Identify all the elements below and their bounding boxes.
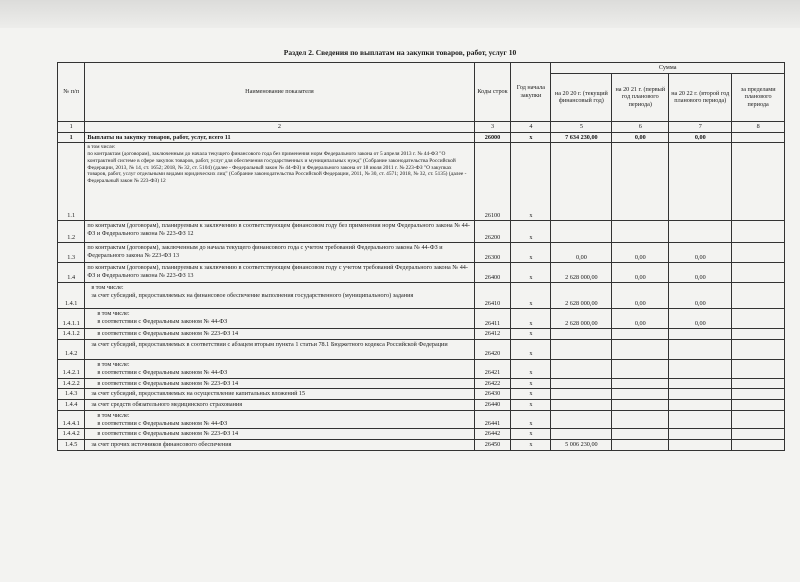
value-plan-year-1 — [612, 340, 669, 360]
row-code: 26000 — [474, 132, 511, 143]
table-row — [58, 410, 785, 429]
table-row — [58, 429, 785, 440]
value-plan-year-2: 0,00 — [669, 243, 732, 263]
value-plan-year-2 — [669, 221, 732, 243]
value-beyond-plan — [732, 263, 785, 283]
column-number: 5 — [551, 121, 612, 132]
row-year: x — [511, 329, 551, 340]
row-number: 1 — [58, 132, 85, 143]
table-row — [58, 143, 785, 221]
row-code: 26100 — [474, 143, 511, 221]
row-code: 26442 — [474, 429, 511, 440]
value-beyond-plan — [732, 243, 785, 263]
row-label: по контрактам (договорам), планируемым к заключению в соответствующем финансовом году без применения норм Федерального закона № 44-ФЗ и Федерального закона № 223-ФЗ 12 — [85, 221, 474, 243]
value-current-year: 2 628 000,00 — [551, 309, 612, 329]
value-plan-year-1 — [612, 378, 669, 389]
value-plan-year-1: 0,00 — [612, 263, 669, 283]
row-code: 26400 — [474, 263, 511, 283]
value-plan-year-1: 0,00 — [612, 309, 669, 329]
row-number: 1.4 — [58, 263, 85, 283]
row-year: x — [511, 389, 551, 400]
value-current-year — [551, 340, 612, 360]
row-label: в соответствии с Федеральным законом № 223-ФЗ 14 — [85, 378, 474, 389]
row-label: в том числе: в соответствии с Федеральным законом № 44-ФЗ — [85, 410, 474, 429]
row-year: x — [511, 340, 551, 360]
row-code: 26410 — [474, 283, 511, 309]
row-year: x — [511, 132, 551, 143]
column-number: 3 — [474, 121, 511, 132]
value-current-year — [551, 378, 612, 389]
value-plan-year-2 — [669, 389, 732, 400]
value-current-year — [551, 410, 612, 429]
value-plan-year-1 — [612, 400, 669, 411]
value-beyond-plan — [732, 389, 785, 400]
value-beyond-plan — [732, 221, 785, 243]
value-current-year — [551, 143, 612, 221]
row-code: 26450 — [474, 440, 511, 451]
row-number: 1.1 — [58, 143, 85, 221]
value-beyond-plan — [732, 400, 785, 411]
row-label: Выплаты на закупку товаров, работ, услуг, всего 11 — [85, 132, 474, 143]
value-beyond-plan — [732, 360, 785, 379]
value-current-year — [551, 360, 612, 379]
row-number: 1.4.2.2 — [58, 378, 85, 389]
value-plan-year-1: 0,00 — [612, 243, 669, 263]
row-number: 1.4.2.1 — [58, 360, 85, 379]
row-code: 26430 — [474, 389, 511, 400]
row-label: в том числе: в соответствии с Федеральным законом № 44-ФЗ — [85, 360, 474, 379]
value-plan-year-1 — [612, 440, 669, 451]
value-plan-year-1 — [612, 329, 669, 340]
row-number: 1.4.2 — [58, 340, 85, 360]
row-year: x — [511, 309, 551, 329]
table-row — [58, 263, 785, 283]
column-number: 8 — [732, 121, 785, 132]
row-code: 26412 — [474, 329, 511, 340]
table-body — [58, 132, 785, 450]
value-plan-year-2 — [669, 329, 732, 340]
value-plan-year-2: 0,00 — [669, 283, 732, 309]
value-beyond-plan — [732, 283, 785, 309]
row-year: x — [511, 378, 551, 389]
row-label: в том числе: по контрактам (договорам), заключенным до начала текущего финансового года без применения норм Федерального закона от 5 апреля 2013 г. № 44-ФЗ "О контрактной системе в сфере закупок товаров, работ, услуг для обеспечения государственных и муниципальных нужд" (Собрание законодательства Российской Федерации, 2013, № 14, ст. 1652; 2018, № 32, ст. 5104) (далее - Федеральный закон № 44-ФЗ) и Федерального закона от 18 июля 2011 г. № 223-ФЗ "О закупках товаров, работ, услуг отдельными видами юридических лиц" (Собрание законодательства Российской Федерации, 2011, № 30, ст. 4571; 2018, № 32, ст. 5135) (далее - Федеральный закон № 223-ФЗ) 12 — [85, 143, 474, 221]
value-plan-year-2 — [669, 440, 732, 451]
value-plan-year-2 — [669, 143, 732, 221]
value-current-year — [551, 429, 612, 440]
value-beyond-plan — [732, 329, 785, 340]
value-current-year: 5 006 230,00 — [551, 440, 612, 451]
row-year: x — [511, 429, 551, 440]
row-year: x — [511, 243, 551, 263]
table-row — [58, 132, 785, 143]
section-title: Раздел 2. Сведения по выплатам на закупки товаров, работ, услуг 10 — [283, 48, 517, 57]
value-beyond-plan — [732, 132, 785, 143]
header-year2: на 20 21 г. (первый год планового периода) — [612, 73, 669, 121]
value-beyond-plan — [732, 429, 785, 440]
value-current-year: 2 628 000,00 — [551, 283, 612, 309]
scan-edge — [0, 0, 800, 28]
row-label: в том числе: за счет субсидий, предоставляемых на финансовое обеспечение выполнения государственного (муниципального) задания — [85, 283, 474, 309]
table-row — [58, 360, 785, 379]
row-label: по контрактам (договорам), планируемым к заключению в соответствующем финансовом году с учетом требований Федерального закона № 44-ФЗ и Федерального закона № 223-ФЗ 13 — [85, 263, 474, 283]
value-beyond-plan — [732, 309, 785, 329]
row-code: 26300 — [474, 243, 511, 263]
table-row — [58, 340, 785, 360]
row-code: 26411 — [474, 309, 511, 329]
row-label: в соответствии с Федеральным законом № 223-ФЗ 14 — [85, 429, 474, 440]
value-plan-year-2 — [669, 340, 732, 360]
table-row — [58, 329, 785, 340]
value-current-year — [551, 329, 612, 340]
value-beyond-plan — [732, 340, 785, 360]
row-label: в соответствии с Федеральным законом № 223-ФЗ 14 — [85, 329, 474, 340]
value-beyond-plan — [732, 378, 785, 389]
row-code: 26420 — [474, 340, 511, 360]
row-year: x — [511, 410, 551, 429]
value-plan-year-1 — [612, 221, 669, 243]
row-year: x — [511, 221, 551, 243]
row-year: x — [511, 400, 551, 411]
row-label: за счет субсидий, предоставляемых в соответствии с абзацем вторым пункта 1 статьи 78.1 Бюджетного кодекса Российской Федерации — [85, 340, 474, 360]
header-year: Год начала закупки — [511, 63, 551, 122]
row-number: 1.4.4.1 — [58, 410, 85, 429]
value-beyond-plan — [732, 440, 785, 451]
row-year: x — [511, 360, 551, 379]
column-number: 2 — [85, 121, 474, 132]
row-code: 26441 — [474, 410, 511, 429]
value-plan-year-2 — [669, 360, 732, 379]
value-current-year — [551, 389, 612, 400]
row-number: 1.3 — [58, 243, 85, 263]
table-row — [58, 309, 785, 329]
row-code: 26421 — [474, 360, 511, 379]
value-current-year: 7 634 230,00 — [551, 132, 612, 143]
row-year: x — [511, 440, 551, 451]
row-number: 1.4.1.1 — [58, 309, 85, 329]
value-plan-year-1: 0,00 — [612, 132, 669, 143]
column-numbers-row — [58, 121, 785, 132]
table-row — [58, 400, 785, 411]
row-code: 26440 — [474, 400, 511, 411]
value-plan-year-2 — [669, 429, 732, 440]
value-current-year — [551, 400, 612, 411]
column-number: 4 — [511, 121, 551, 132]
header-code: Коды строк — [474, 63, 511, 122]
header-name: Наименование показателя — [85, 63, 474, 122]
header-num: № п/п — [58, 63, 85, 122]
value-beyond-plan — [732, 143, 785, 221]
row-year: x — [511, 263, 551, 283]
value-plan-year-1 — [612, 410, 669, 429]
value-plan-year-1 — [612, 360, 669, 379]
value-plan-year-1 — [612, 429, 669, 440]
header-beyond: за пределами планового периода — [732, 73, 785, 121]
table-row — [58, 283, 785, 309]
row-label: за счет средств обязательного медицинского страхования — [85, 400, 474, 411]
value-beyond-plan — [732, 410, 785, 429]
value-current-year: 0,00 — [551, 243, 612, 263]
header-year3: на 20 22 г. (второй год планового периода) — [669, 73, 732, 121]
value-plan-year-2 — [669, 410, 732, 429]
row-label: по контрактам (договорам), заключенным до начала текущего финансового года с учетом требований Федерального закона № 44-ФЗ и Федерального закона № 223-ФЗ 13 — [85, 243, 474, 263]
row-label: в том числе: в соответствии с Федеральным законом № 44-ФЗ — [85, 309, 474, 329]
value-plan-year-2: 0,00 — [669, 309, 732, 329]
table-row — [58, 440, 785, 451]
column-number: 1 — [58, 121, 85, 132]
payments-table — [57, 62, 785, 451]
table-row — [58, 378, 785, 389]
value-plan-year-1: 0,00 — [612, 283, 669, 309]
row-label: за счет субсидий, предоставляемых на осуществление капитальных вложений 15 — [85, 389, 474, 400]
value-plan-year-1 — [612, 143, 669, 221]
row-number: 1.4.1.2 — [58, 329, 85, 340]
row-number: 1.4.4.2 — [58, 429, 85, 440]
row-number: 1.4.3 — [58, 389, 85, 400]
value-current-year: 2 628 000,00 — [551, 263, 612, 283]
row-number: 1.2 — [58, 221, 85, 243]
table-row — [58, 243, 785, 263]
value-plan-year-2: 0,00 — [669, 263, 732, 283]
value-plan-year-2 — [669, 378, 732, 389]
row-number: 1.4.4 — [58, 400, 85, 411]
value-plan-year-1 — [612, 389, 669, 400]
row-year: x — [511, 143, 551, 221]
value-plan-year-2: 0,00 — [669, 132, 732, 143]
table-row — [58, 389, 785, 400]
row-number: 1.4.1 — [58, 283, 85, 309]
row-year: x — [511, 283, 551, 309]
column-number: 7 — [669, 121, 732, 132]
value-current-year — [551, 221, 612, 243]
column-number: 6 — [612, 121, 669, 132]
header-sum: Сумма — [551, 63, 785, 74]
row-number: 1.4.5 — [58, 440, 85, 451]
row-label: за счет прочих источников финансового обеспечения — [85, 440, 474, 451]
value-plan-year-2 — [669, 400, 732, 411]
row-code: 26422 — [474, 378, 511, 389]
row-code: 26200 — [474, 221, 511, 243]
table-row — [58, 221, 785, 243]
header-year1: на 20 20 г. (текущий финансовый год) — [551, 73, 612, 121]
